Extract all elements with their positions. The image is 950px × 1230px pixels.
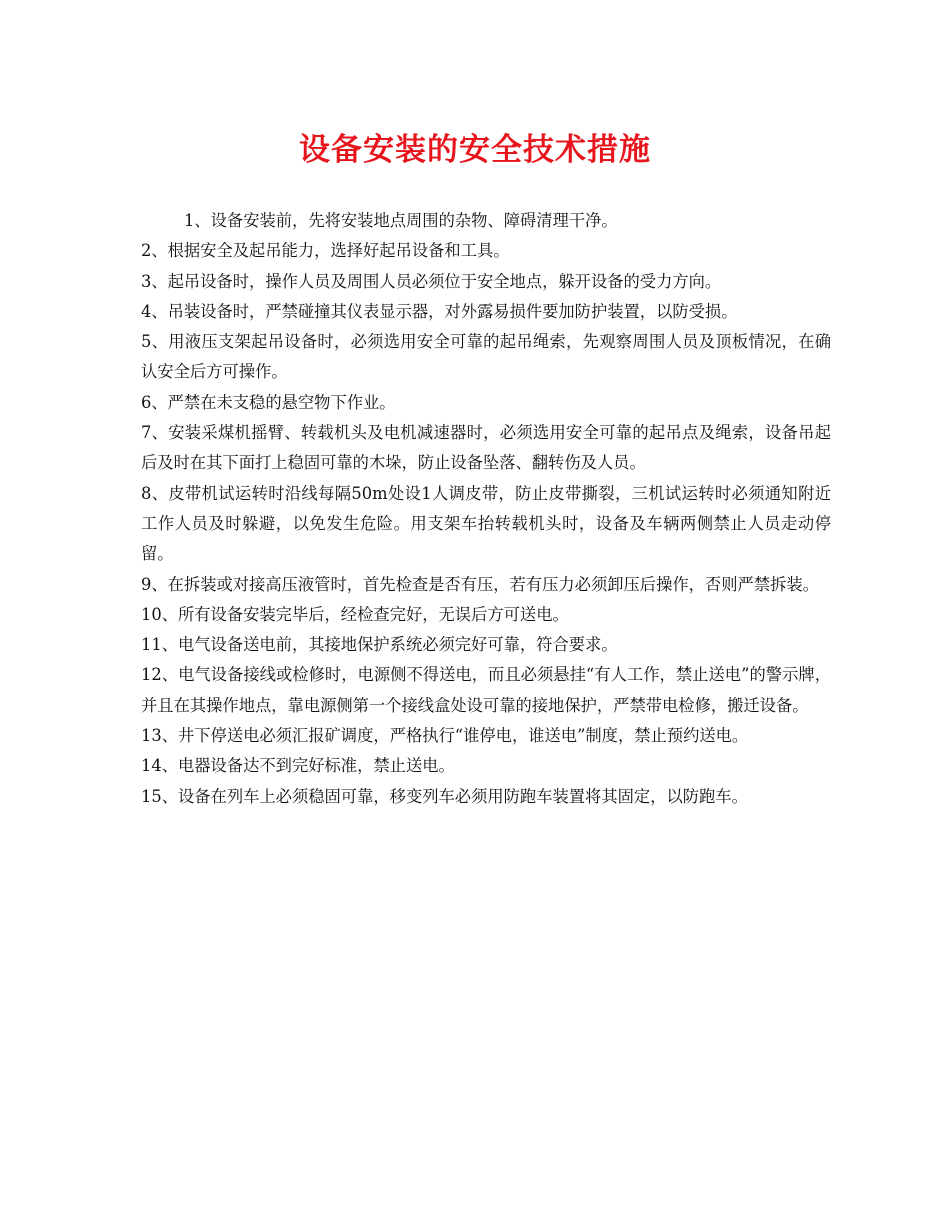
- paragraph-8: 8、皮带机试运转时沿线每隔50m处设1人调皮带，防止皮带撕裂，三机试运转时必须通知附近工作人员及时躲避，以免发生危险。用支架车抬转载机头时，设备及车辆两侧禁止人员走动停留。: [141, 483, 831, 564]
- paragraph-15: 15、设备在列车上必须稳固可靠，移变列车必须用防跑车装置将其固定，以防跑车。: [141, 786, 748, 806]
- paragraph-11: 11、电气设备送电前，其接地保护系统必须完好可靠，符合要求。: [141, 635, 618, 655]
- paragraph-7: 7、安装采煤机摇臂、转载机头及电机减速器时，必须选用安全可靠的起吊点及绳索，设备吊起后及时在其下面打上稳固可靠的木垛，防止设备坠落、翻转伤及人员。: [141, 423, 831, 473]
- paragraph-4: 4、吊装设备时，严禁碰撞其仪表显示器，对外露易损件要加防护装置，以防受损。: [141, 301, 738, 321]
- paragraph-13: 13、井下停送电必须汇报矿调度，严格执行“谁停电，谁送电”制度，禁止预约送电。: [141, 726, 749, 746]
- paragraph-6: 6、严禁在未支稳的悬空物下作业。: [141, 392, 396, 412]
- paragraph-3: 3、起吊设备时，操作人员及周围人员必须位于安全地点，躲开设备的受力方向。: [141, 271, 722, 291]
- paragraph-12: 12、电气设备接线或检修时，电源侧不得送电，而且必须悬挂“有人工作，禁止送电”的警示牌，并且在其操作地点，靠电源侧第一个接线盒处设可靠的接地保护，严禁带电检修，搬迁设备。: [141, 665, 831, 715]
- document-title: 设备安装的安全技术措施: [299, 132, 651, 168]
- paragraph-2: 2、根据安全及起吊能力，选择好起吊设备和工具。: [141, 241, 510, 261]
- document-body: [141, 206, 831, 812]
- paragraph-9: 9、在拆装或对接高压液管时，首先检查是否有压，若有压力必须卸压后操作，否则严禁拆装。: [141, 574, 819, 594]
- paragraph-1: 1、设备安装前，先将安装地点周围的杂物、障碍清理干净。: [184, 211, 618, 230]
- paragraph-10: 10、所有设备安装完毕后，经检查完好，无误后方可送电。: [141, 604, 569, 624]
- paragraph-14: 14、电器设备达不到完好标准，禁止送电。: [141, 756, 455, 776]
- paragraph-5: 5、用液压支架起吊设备时，必须选用安全可靠的起吊绳索，先观察周围人员及顶板情况，在确认安全后方可操作。: [141, 332, 831, 382]
